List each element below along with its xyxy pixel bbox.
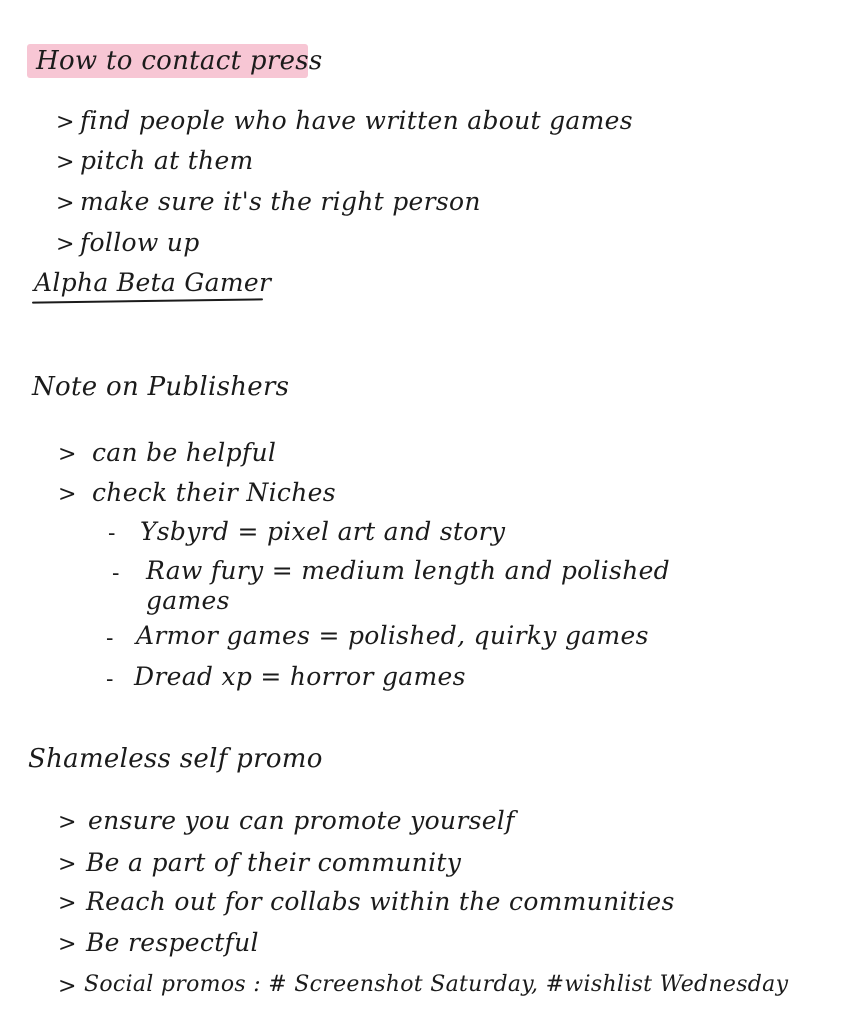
section-title-self-promo: Shameless self promo (28, 744, 323, 774)
bullet-glyph: > (58, 891, 77, 916)
list-item: ensure you can promote yourself (88, 806, 515, 835)
sub-list-item: Dread xp = horror games (134, 662, 466, 691)
bullet-glyph: > (58, 974, 77, 999)
bullet-glyph: > (56, 232, 75, 257)
list-item: can be helpful (92, 438, 277, 467)
section-title-publishers: Note on Publishers (32, 372, 290, 402)
bullet-glyph: > (58, 932, 77, 957)
bullet-glyph: > (56, 150, 75, 175)
list-item: Be respectful (86, 928, 259, 957)
dash-glyph: - (112, 561, 120, 586)
list-item: make sure it's the right person (80, 187, 481, 216)
bullet-glyph: > (56, 191, 75, 216)
bullet-glyph: > (58, 810, 77, 835)
name-underline (32, 298, 263, 303)
list-item: Social promos : # Screenshot Saturday, #wishlist Wednesday (84, 972, 789, 997)
list-item: pitch at them (80, 146, 254, 175)
section-title-contact-press: How to contact press (36, 46, 323, 76)
list-item: check their Niches (92, 478, 336, 507)
sub-list-item: Ysbyrd = pixel art and story (140, 517, 506, 546)
list-item: find people who have written about games (80, 106, 633, 135)
bullet-glyph: > (58, 442, 77, 467)
list-item: Reach out for collabs within the communities (86, 887, 675, 916)
dash-glyph: - (106, 626, 114, 651)
list-item: follow up (80, 228, 200, 257)
dash-glyph: - (106, 667, 114, 692)
dash-glyph: - (108, 521, 116, 546)
bullet-glyph: > (56, 110, 75, 135)
underlined-site-name: Alpha Beta Gamer (34, 268, 272, 297)
bullet-glyph: > (58, 482, 77, 507)
list-item: Be a part of their community (86, 848, 462, 877)
bullet-glyph: > (58, 852, 77, 877)
sub-list-item-continuation: games (146, 586, 230, 615)
sub-list-item: Armor games = polished, quirky games (136, 621, 649, 650)
sub-list-item: Raw fury = medium length and polished (146, 556, 670, 585)
